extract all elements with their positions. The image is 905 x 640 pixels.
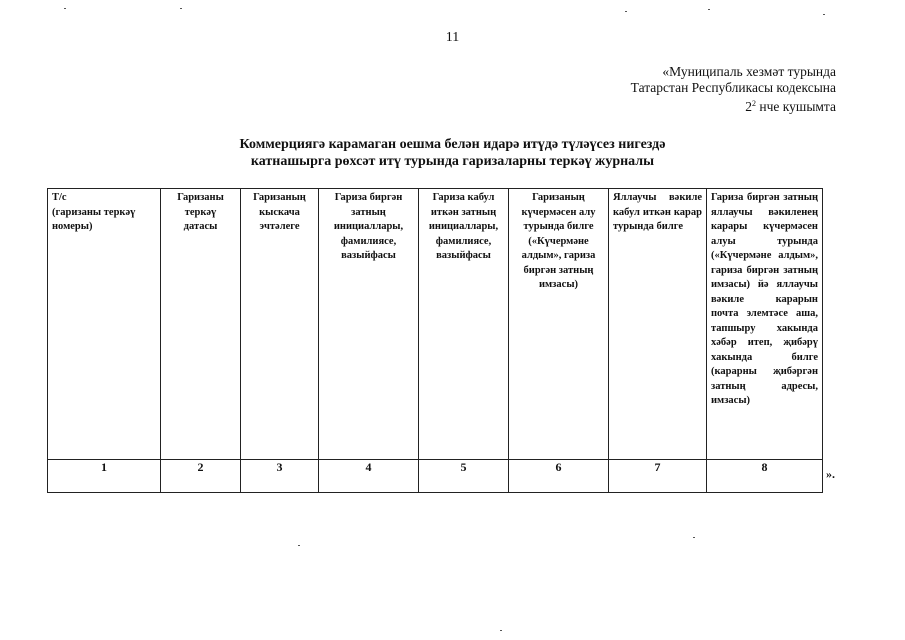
header-cell-receiver: Гариза кабул иткән затның инициаллары, фамилиясе, вазыйфасы [419, 189, 509, 460]
header-cell-decision-delivery: Гариза биргән затның яллаучы вәкиленең карары күчермәсен алуы турында («Күчермәне алдым», гариза биргән затның имзасы) йә яллаучы вәкиле карарын почта элемтәсе аша, тапшыру хакында хәбәр итеп, җибәрү хакында билге (карарны җибәргән затның адресы, имзасы) [707, 189, 823, 460]
scan-speck [180, 8, 182, 9]
annex-line-1: «Муниципаль хезмәт турында [662, 64, 836, 79]
annex-reference [631, 64, 836, 115]
annex-line-3 [631, 96, 836, 115]
column-number-cell: 8 [707, 460, 823, 493]
table-header-row [48, 189, 823, 460]
scan-speck [708, 9, 710, 10]
registration-journal-table [47, 188, 823, 493]
page-number: 11 [445, 30, 460, 45]
scan-speck [693, 537, 695, 538]
header-cell-date: Гаризаны теркәү датасы [161, 189, 241, 460]
header-cell-copy-receipt: Гаризаның күчермәсен алу турында билге («Күчермәне алдым», гариза биргән затның имзасы) [509, 189, 609, 460]
title-line-1: Коммерциягә карамаган оешма белән идарә итүдә түләүсез нигездә [239, 137, 666, 152]
column-number-cell: 5 [419, 460, 509, 493]
table-number-row [48, 460, 823, 493]
scan-speck [625, 11, 627, 12]
column-number-cell: 6 [509, 460, 609, 493]
column-number-cell: 4 [319, 460, 419, 493]
annex-suffix: нче кушымта [756, 99, 836, 114]
annex-line-2: Татарстан Республикасы кодексына [630, 80, 836, 95]
scan-speck [298, 545, 300, 546]
scan-speck [823, 14, 825, 15]
header-cell-number: Т/с (гаризаны теркәү номеры) [48, 189, 161, 460]
annex-superscript: 2 [752, 99, 757, 108]
closing-quote: ». [826, 467, 835, 481]
header-cell-decision-mark: Яллаучы вәкиле кабул иткән карар турында билге [609, 189, 707, 460]
title-line-2: катнашырга рөхсәт итү турында гаризаларны теркәү журналы [250, 154, 655, 169]
header-cell-applicant: Гариза биргән затның инициаллары, фамилиясе, вазыйфасы [319, 189, 419, 460]
column-number-cell: 3 [241, 460, 319, 493]
column-number-cell: 2 [161, 460, 241, 493]
document-title [0, 136, 905, 170]
annex-number: 2 [745, 99, 753, 114]
scan-speck [64, 8, 66, 9]
header-cell-summary: Гаризаның кыскача эчтәлеге [241, 189, 319, 460]
column-number-cell: 1 [48, 460, 161, 493]
column-number-cell: 7 [609, 460, 707, 493]
scan-speck [500, 630, 502, 631]
